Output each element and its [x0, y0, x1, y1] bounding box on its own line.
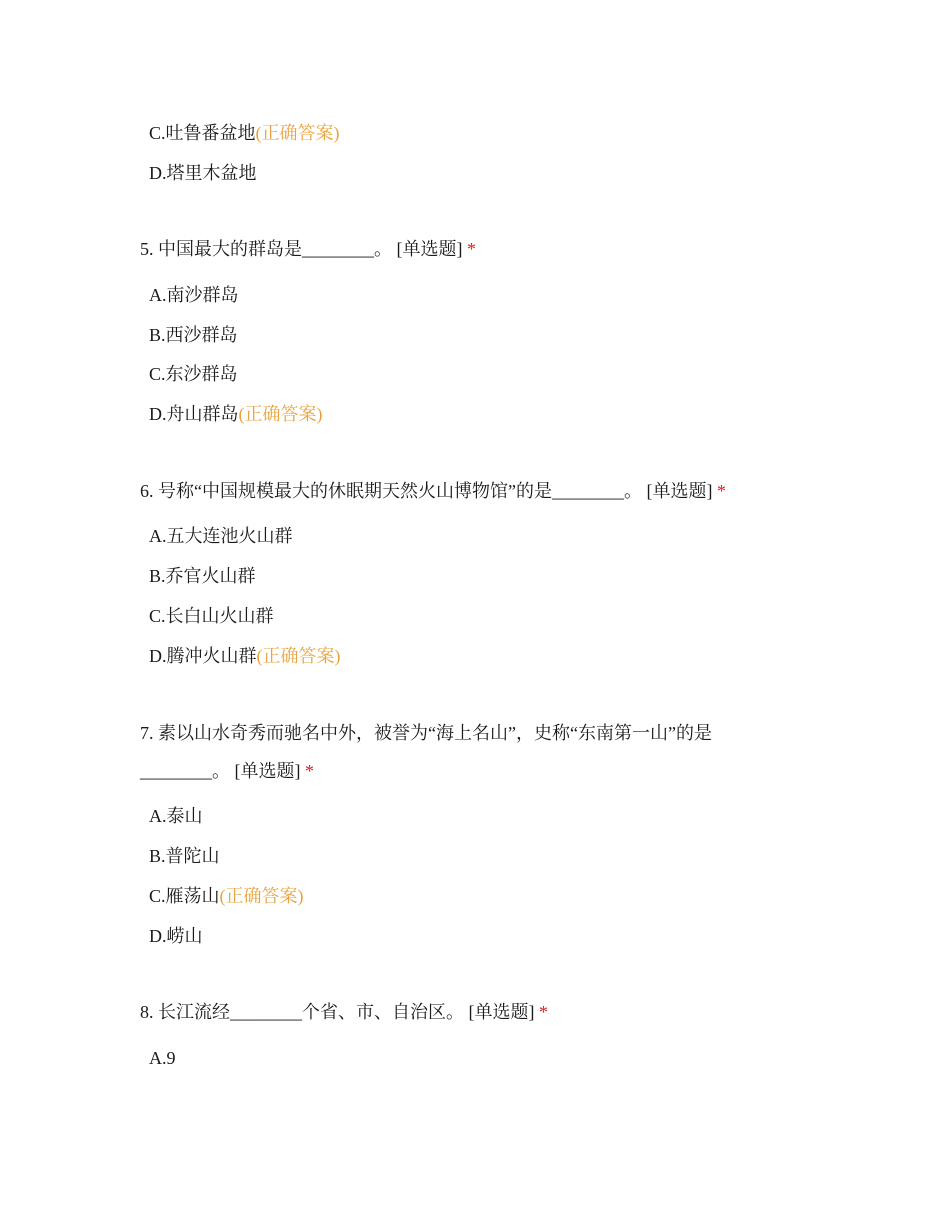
option-label: A.五大连池火山群: [149, 526, 293, 546]
option-item[interactable]: [149, 844, 220, 868]
option-item[interactable]: [149, 161, 257, 185]
option-label: B.西沙群岛: [149, 325, 238, 345]
option-label: D.塔里木盆地: [149, 163, 257, 183]
option-item[interactable]: [149, 121, 340, 145]
option-label: D.腾冲火山群: [149, 646, 257, 666]
option-item[interactable]: [149, 644, 341, 668]
option-label: B.普陀山: [149, 846, 220, 866]
required-marker: *: [539, 1002, 548, 1022]
option-label: C.吐鲁番盆地: [149, 123, 256, 143]
option-item[interactable]: [149, 564, 256, 588]
question-title: [140, 479, 726, 503]
option-item[interactable]: [149, 402, 323, 426]
required-marker: *: [467, 239, 476, 259]
question-title: [140, 1000, 548, 1024]
question-text: 8. 长江流经________个省、市、自治区。: [140, 1002, 464, 1022]
required-marker: *: [716, 481, 726, 501]
question-title-continued: [140, 759, 314, 783]
option-label: C.长白山火山群: [149, 606, 274, 626]
required-marker: *: [305, 761, 314, 781]
option-label: C.东沙群岛: [149, 364, 238, 384]
question-title: [140, 721, 712, 745]
question-text: ________。: [140, 761, 230, 781]
correct-answer-mark: (正确答案): [256, 646, 341, 666]
option-item[interactable]: [149, 1046, 176, 1070]
option-label: C.雁荡山: [149, 886, 220, 906]
option-label: D.崂山: [149, 926, 203, 946]
question-text: 7. 素以山水奇秀而驰名中外，被誉为“海上名山”，史称“东南第一山”的是: [140, 723, 712, 743]
correct-answer-mark: (正确答案): [219, 886, 304, 906]
option-item[interactable]: [149, 604, 274, 628]
option-item[interactable]: [149, 884, 304, 908]
question-type-badge: [单选题]: [234, 761, 301, 781]
option-label: A.9: [149, 1048, 176, 1068]
question-text: 6. 号称“中国规模最大的休眠期天然火山博物馆”的是________。: [140, 481, 642, 501]
option-item[interactable]: [149, 362, 238, 386]
option-label: D.舟山群岛: [149, 404, 239, 424]
question-title: [140, 237, 476, 261]
question-text: 5. 中国最大的群岛是________。: [140, 239, 392, 259]
correct-answer-mark: (正确答案): [238, 404, 323, 424]
question-type-badge: [单选题]: [468, 1002, 535, 1022]
question-type-badge: [单选题]: [396, 239, 463, 259]
option-label: A.泰山: [149, 806, 203, 826]
correct-answer-mark: (正确答案): [255, 123, 340, 143]
option-label: A.南沙群岛: [149, 285, 239, 305]
option-label: B.乔官火山群: [149, 566, 256, 586]
option-item[interactable]: [149, 524, 293, 548]
option-item[interactable]: [149, 323, 238, 347]
option-item[interactable]: [149, 283, 239, 307]
question-type-badge: [单选题]: [646, 481, 713, 501]
option-item[interactable]: [149, 924, 203, 948]
option-item[interactable]: [149, 804, 203, 828]
